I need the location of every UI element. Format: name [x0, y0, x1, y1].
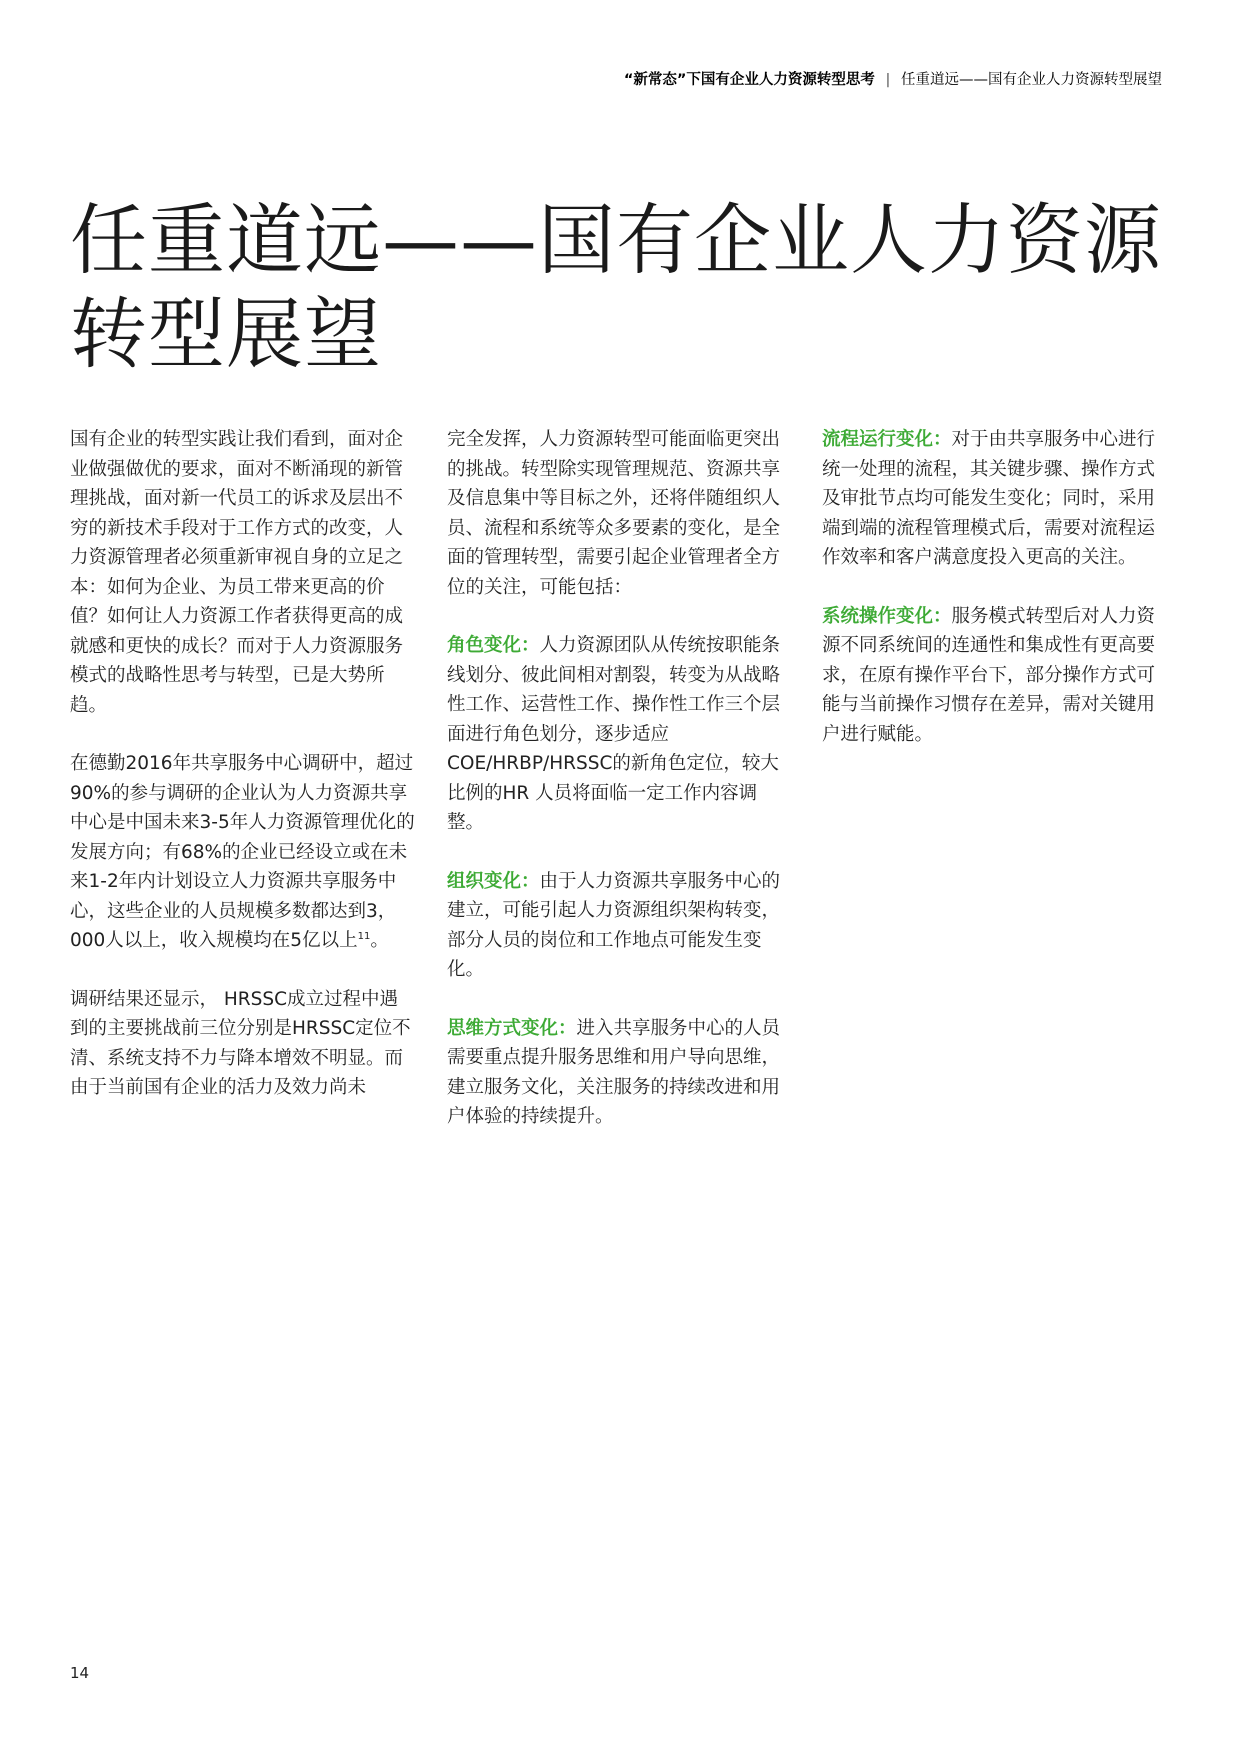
paragraph-continued: 完全发挥，人力资源转型可能面临更突出的挑战。转型除实现管理规范、资源共享及信息集中等目标之外，还将伴随组织人员、流程和系统等众多要素的变化，是全面的管理转型，需要引起企业管理者全方位的关注，可能包括：: [447, 429, 781, 598]
item-process-change: [822, 425, 1167, 573]
item-system-change: [822, 602, 1167, 750]
running-header: [624, 68, 1162, 89]
report-title: “新常态”下国有企业人力资源转型思考: [623, 72, 875, 88]
paragraph-survey-end: 。: [370, 930, 389, 951]
paragraph-survey: [70, 749, 415, 956]
column-middle: [447, 425, 792, 1161]
paragraph-survey-text: 在德勤2016年共享服务中心调研中，超过90%的参与调研的企业认为人力资源共享中心是中国未来3-5年人力资源管理优化的发展方向；有68%的企业已经设立或在未来1-2年内计划设立人力资源共享服务中心，这些企业的人员规模多数都达到3，000人以上，收入规模均在5亿以上: [70, 753, 415, 951]
paragraph-challenges: 调研结果还显示， HRSSC成立过程中遇到的主要挑战前三位分别是HRSSC定位不清、系统支持不力与降本增效不明显。而由于当前国有企业的活力及效力尚未: [70, 988, 411, 1098]
process-change-label: 流程运行变化：: [822, 429, 952, 450]
page-title-line1: 任重道远——国有企业人力资源: [70, 197, 1162, 286]
process-change-text: 对于由共享服务中心进行统一处理的流程，其关键步骤、操作方式及审批节点均可能发生变化；同时，采用端到端的流程管理模式后，需要对流程运作效率和客户满意度投入更高的关注。: [822, 429, 1156, 568]
footnote-ref: 11: [357, 930, 371, 942]
role-change-text: 人力资源团队从传统按职能条线划分、彼此间相对割裂，转变为从战略性工作、运营性工作、操作性工作三个层面进行角色划分，逐步适应COE/HRBP/HRSSC的新角色定位，较大比例的HR 人员将面临一定工作内容调整。: [447, 635, 781, 833]
page-number: 14: [70, 1664, 90, 1682]
header-separator: |: [885, 72, 891, 88]
item-role-change: [447, 631, 792, 838]
column-left: [70, 425, 415, 1132]
system-change-text: 服务模式转型后对人力资源不同系统间的连通性和集成性有更高要求，在原有操作平台下，部分操作方式可能与当前操作习惯存在差异，需对关键用户进行赋能。: [822, 605, 1156, 745]
mindset-change-text: 进入共享服务中心的人员需要重点提升服务思维和用户导向思维，建立服务文化，关注服务的持续改进和用户体验的持续提升。: [447, 1017, 781, 1127]
system-change-label: 系统操作变化：: [822, 605, 952, 627]
page-title-line2: 转型展望: [70, 291, 382, 380]
item-mindset-change: [447, 1014, 792, 1132]
paragraph-intro: 国有企业的转型实践让我们看到，面对企业做强做优的要求，面对不断涌现的新管理挑战，面对新一代员工的诉求及层出不穷的新技术手段对于工作方式的改变，人力资源管理者必须重新审视自身的立足之本：如何为企业、为员工带来更高的价值？如何让人力资源工作者获得更高的成就感和更快的成长？而对于人力资源服务模式的战略性思考与转型，已是大势所趋。: [70, 429, 404, 716]
org-change-text: 由于人力资源共享服务中心的建立，可能引起人力资源组织架构转变，部分人员的岗位和工作地点可能发生变化。: [447, 870, 781, 980]
column-right: [822, 425, 1167, 778]
role-change-label: 角色变化：: [447, 635, 540, 656]
org-change-label: 组织变化：: [447, 870, 540, 892]
page-title: [70, 195, 1180, 383]
mindset-change-label: 思维方式变化：: [447, 1017, 577, 1039]
section-title: 任重道远——国有企业人力资源转型展望: [901, 72, 1162, 88]
item-org-change: [447, 867, 792, 985]
